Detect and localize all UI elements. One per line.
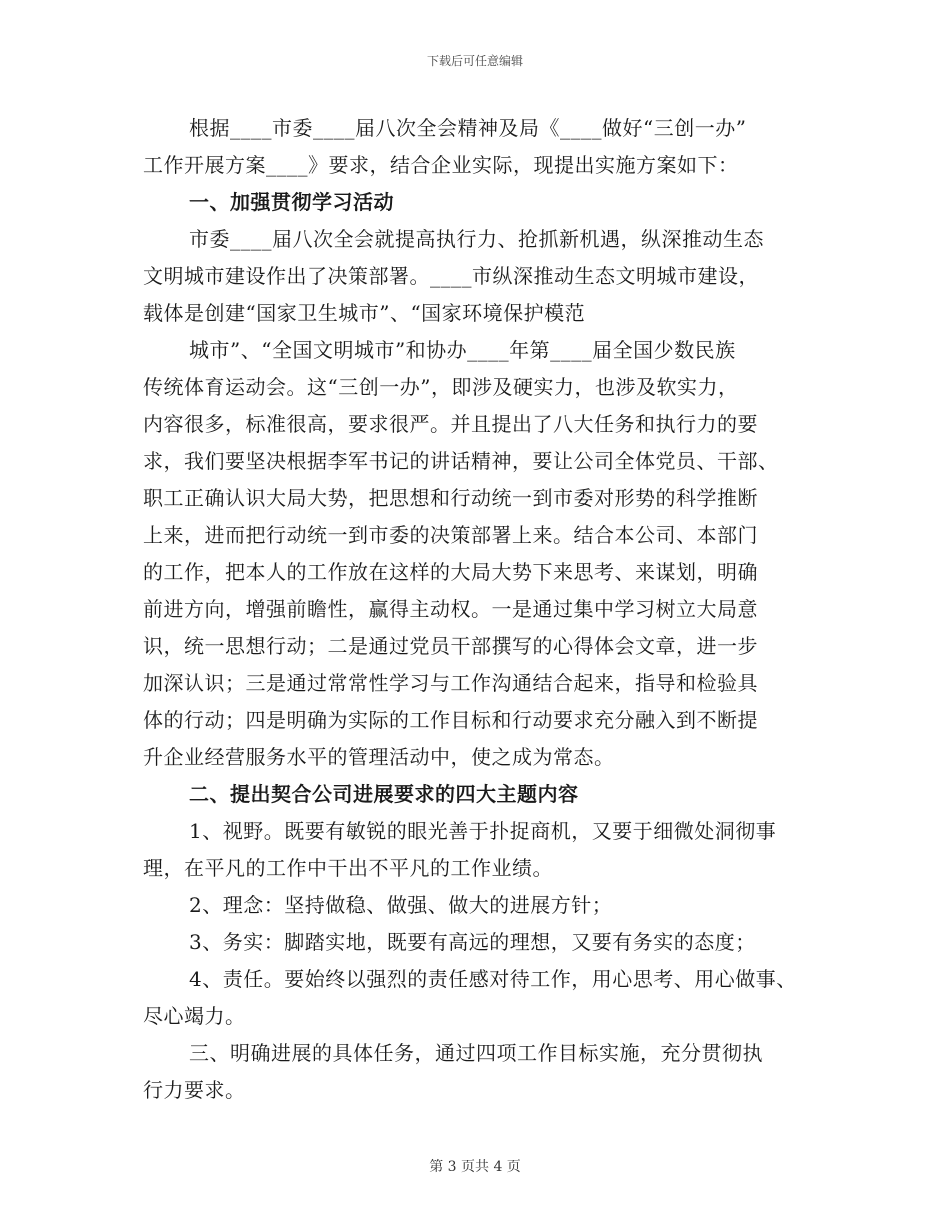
paragraph-line: 3、务实：脚踏实地，既要有高远的理想，又要有务实的态度； xyxy=(189,930,756,954)
paragraph-line: 工作开展方案____》要求，结合企业实际，现提出实施方案如下： xyxy=(143,153,739,177)
section-heading: 一、加强贯彻学习活动 xyxy=(189,190,394,214)
paragraph-line: 4、责任。要始终以强烈的责任感对待工作，用心思考、用心做事、 xyxy=(189,967,797,991)
paragraph-line: 体的行动；四是明确为实际的工作目标和行动要求充分融入到不断提 xyxy=(143,708,758,732)
page-footer: 第 3 页共 4 页 xyxy=(429,1159,521,1175)
paragraph-line: 市委____届八次全会就提高执行力、抢抓新机遇，纵深推动生态 xyxy=(189,227,764,251)
paragraph-line: 识，统一思想行动；二是通过党员干部撰写的心得体会文章，进一步 xyxy=(143,634,758,658)
paragraph-line: 加深认识；三是通过常常性学习与工作沟通结合起来，指导和检验具 xyxy=(143,671,758,695)
paragraph-line: 根据____市委____届八次全会精神及局《____做好“三创一办” xyxy=(189,116,747,140)
page-header: 下载后可任意编辑 xyxy=(426,54,523,68)
paragraph-line: 前进方向，增强前瞻性，赢得主动权。一是通过集中学习树立大局意 xyxy=(143,597,758,621)
paragraph-line: 理，在平凡的工作中干出不平凡的工作业绩。 xyxy=(143,856,553,880)
paragraph-line: 求，我们要坚决根据李军书记的讲话精神，要让公司全体党员、干部、 xyxy=(143,449,779,473)
paragraph-line: 载体是创建“国家卫生城市”、“国家环境保护模范 xyxy=(143,301,586,325)
paragraph-line: 传统体育运动会。这“三创一办”，即涉及硬实力，也涉及软实力， xyxy=(143,375,739,399)
paragraph-line: 1、视野。既要有敏锐的眼光善于扑捉商机，又要于细微处洞彻事 xyxy=(189,819,777,843)
paragraph-line: 上来，进而把行动统一到市委的决策部署上来。结合本公司、本部门 xyxy=(143,523,758,547)
paragraph-line: 职工正确认识大局大势，把思想和行动统一到市委对形势的科学推断 xyxy=(143,486,758,510)
paragraph-line: 的工作，把本人的工作放在这样的大局大势下来思考、来谋划，明确 xyxy=(143,560,758,584)
section-heading: 二、提出契合公司进展要求的四大主题内容 xyxy=(189,782,579,806)
paragraph-line: 城市”、“全国文明城市”和协办____年第____届全国少数民族 xyxy=(189,338,736,362)
paragraph-line: 升企业经营服务水平的管理活动中，使之成为常态。 xyxy=(143,745,615,769)
paragraph-line: 2、理念：坚持做稳、做强、做大的进展方针； xyxy=(189,893,613,917)
paragraph-line: 行力要求。 xyxy=(143,1078,246,1102)
paragraph-line: 三、明确进展的具体任务，通过四项工作目标实施，充分贯彻执 xyxy=(189,1041,763,1065)
paragraph-line: 文明城市建设作出了决策部署。____市纵深推动生态文明城市建设， xyxy=(143,264,759,288)
paragraph-line: 尽心竭力。 xyxy=(143,1004,246,1028)
paragraph-line: 内容很多，标准很高，要求很严。并且提出了八大任务和执行力的要 xyxy=(143,412,758,436)
